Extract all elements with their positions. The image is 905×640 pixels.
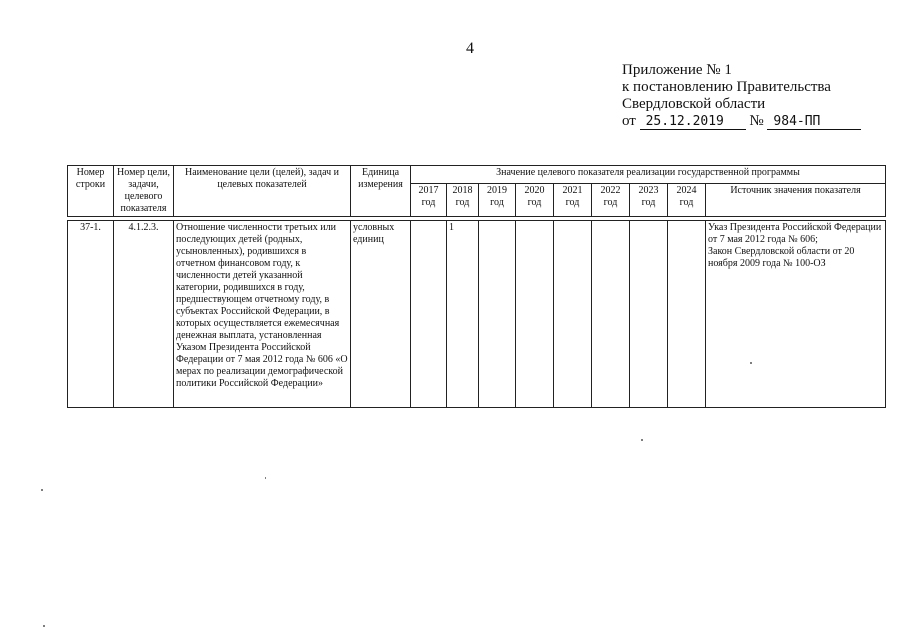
header-year: 2019 год bbox=[479, 184, 516, 217]
resolution-date: 25.12.2019 bbox=[640, 115, 746, 130]
cell-unit: условных единиц bbox=[351, 221, 411, 408]
scan-speck bbox=[43, 625, 45, 627]
header-year: 2020 год bbox=[516, 184, 554, 217]
cell-value-2021 bbox=[554, 221, 592, 408]
cell-value-2024 bbox=[668, 221, 706, 408]
scan-speck bbox=[265, 477, 266, 479]
header-source: Источник значения показателя bbox=[706, 184, 886, 217]
page-number: 4 bbox=[466, 40, 474, 57]
cell-value-2022 bbox=[592, 221, 630, 408]
scan-speck bbox=[750, 362, 752, 364]
header-goal-number: Номер цели, задачи, целевого показателя bbox=[114, 166, 174, 217]
cell-row-number: 37-1. bbox=[68, 221, 114, 408]
indicators-table bbox=[67, 165, 886, 408]
resolution-number: 984-ПП bbox=[767, 115, 861, 130]
cell-value-2023 bbox=[630, 221, 668, 408]
cell-value-2017 bbox=[411, 221, 447, 408]
appendix-resolution: к постановлению Правительства bbox=[622, 79, 831, 95]
cell-value-2020 bbox=[516, 221, 554, 408]
header-goal-name: Наименование цели (целей), задач и целевых показателей bbox=[174, 166, 351, 217]
cell-goal-number: 4.1.2.3. bbox=[114, 221, 174, 408]
table-row bbox=[68, 221, 886, 408]
header-year: 2018 год bbox=[447, 184, 479, 217]
cell-value-2018: 1 bbox=[447, 221, 479, 408]
appendix-region: Свердловской области bbox=[622, 96, 766, 112]
number-prefix: № bbox=[749, 113, 764, 129]
header-year: 2023 год bbox=[630, 184, 668, 217]
header-row-number: Номер строки bbox=[68, 166, 114, 217]
appendix-title: Приложение № 1 bbox=[622, 62, 732, 78]
appendix-date-line bbox=[622, 113, 861, 130]
header-values-group: Значение целевого показателя реализации государственной программы bbox=[411, 166, 886, 184]
header-year: 2017 год bbox=[411, 184, 447, 217]
cell-value-2019 bbox=[479, 221, 516, 408]
scan-speck bbox=[41, 489, 43, 491]
header-year: 2022 год bbox=[592, 184, 630, 217]
appendix-block bbox=[622, 62, 861, 130]
source-decree: Указ Президента Российской Федерации от 7 мая 2012 года № 606; bbox=[708, 222, 882, 245]
header-year: 2024 год bbox=[668, 184, 706, 217]
header-unit: Единица измерения bbox=[351, 166, 411, 217]
header-year: 2021 год bbox=[554, 184, 592, 217]
date-prefix: от bbox=[622, 113, 636, 129]
table-header-row bbox=[68, 166, 886, 184]
cell-source bbox=[706, 221, 886, 408]
scan-speck bbox=[641, 439, 643, 441]
cell-goal-name: Отношение численности третьих или последующих детей (родных, усыновленных), родившихся в отчетном финансовом году, к численности детей указанной категории, родившихся в году, предшествующем отчетному году, в субъектах Российской Федерации, в которых осуществляется ежемесячная денежная выплата, установленная Указом Президента Российской Федерации от 7 мая 2012 года № 606 «О мерах по реализации демографической политики Российской Федерации» bbox=[174, 221, 351, 408]
source-law: Закон Свердловской области от 20 ноября 2009 года № 100-ОЗ bbox=[708, 246, 855, 269]
